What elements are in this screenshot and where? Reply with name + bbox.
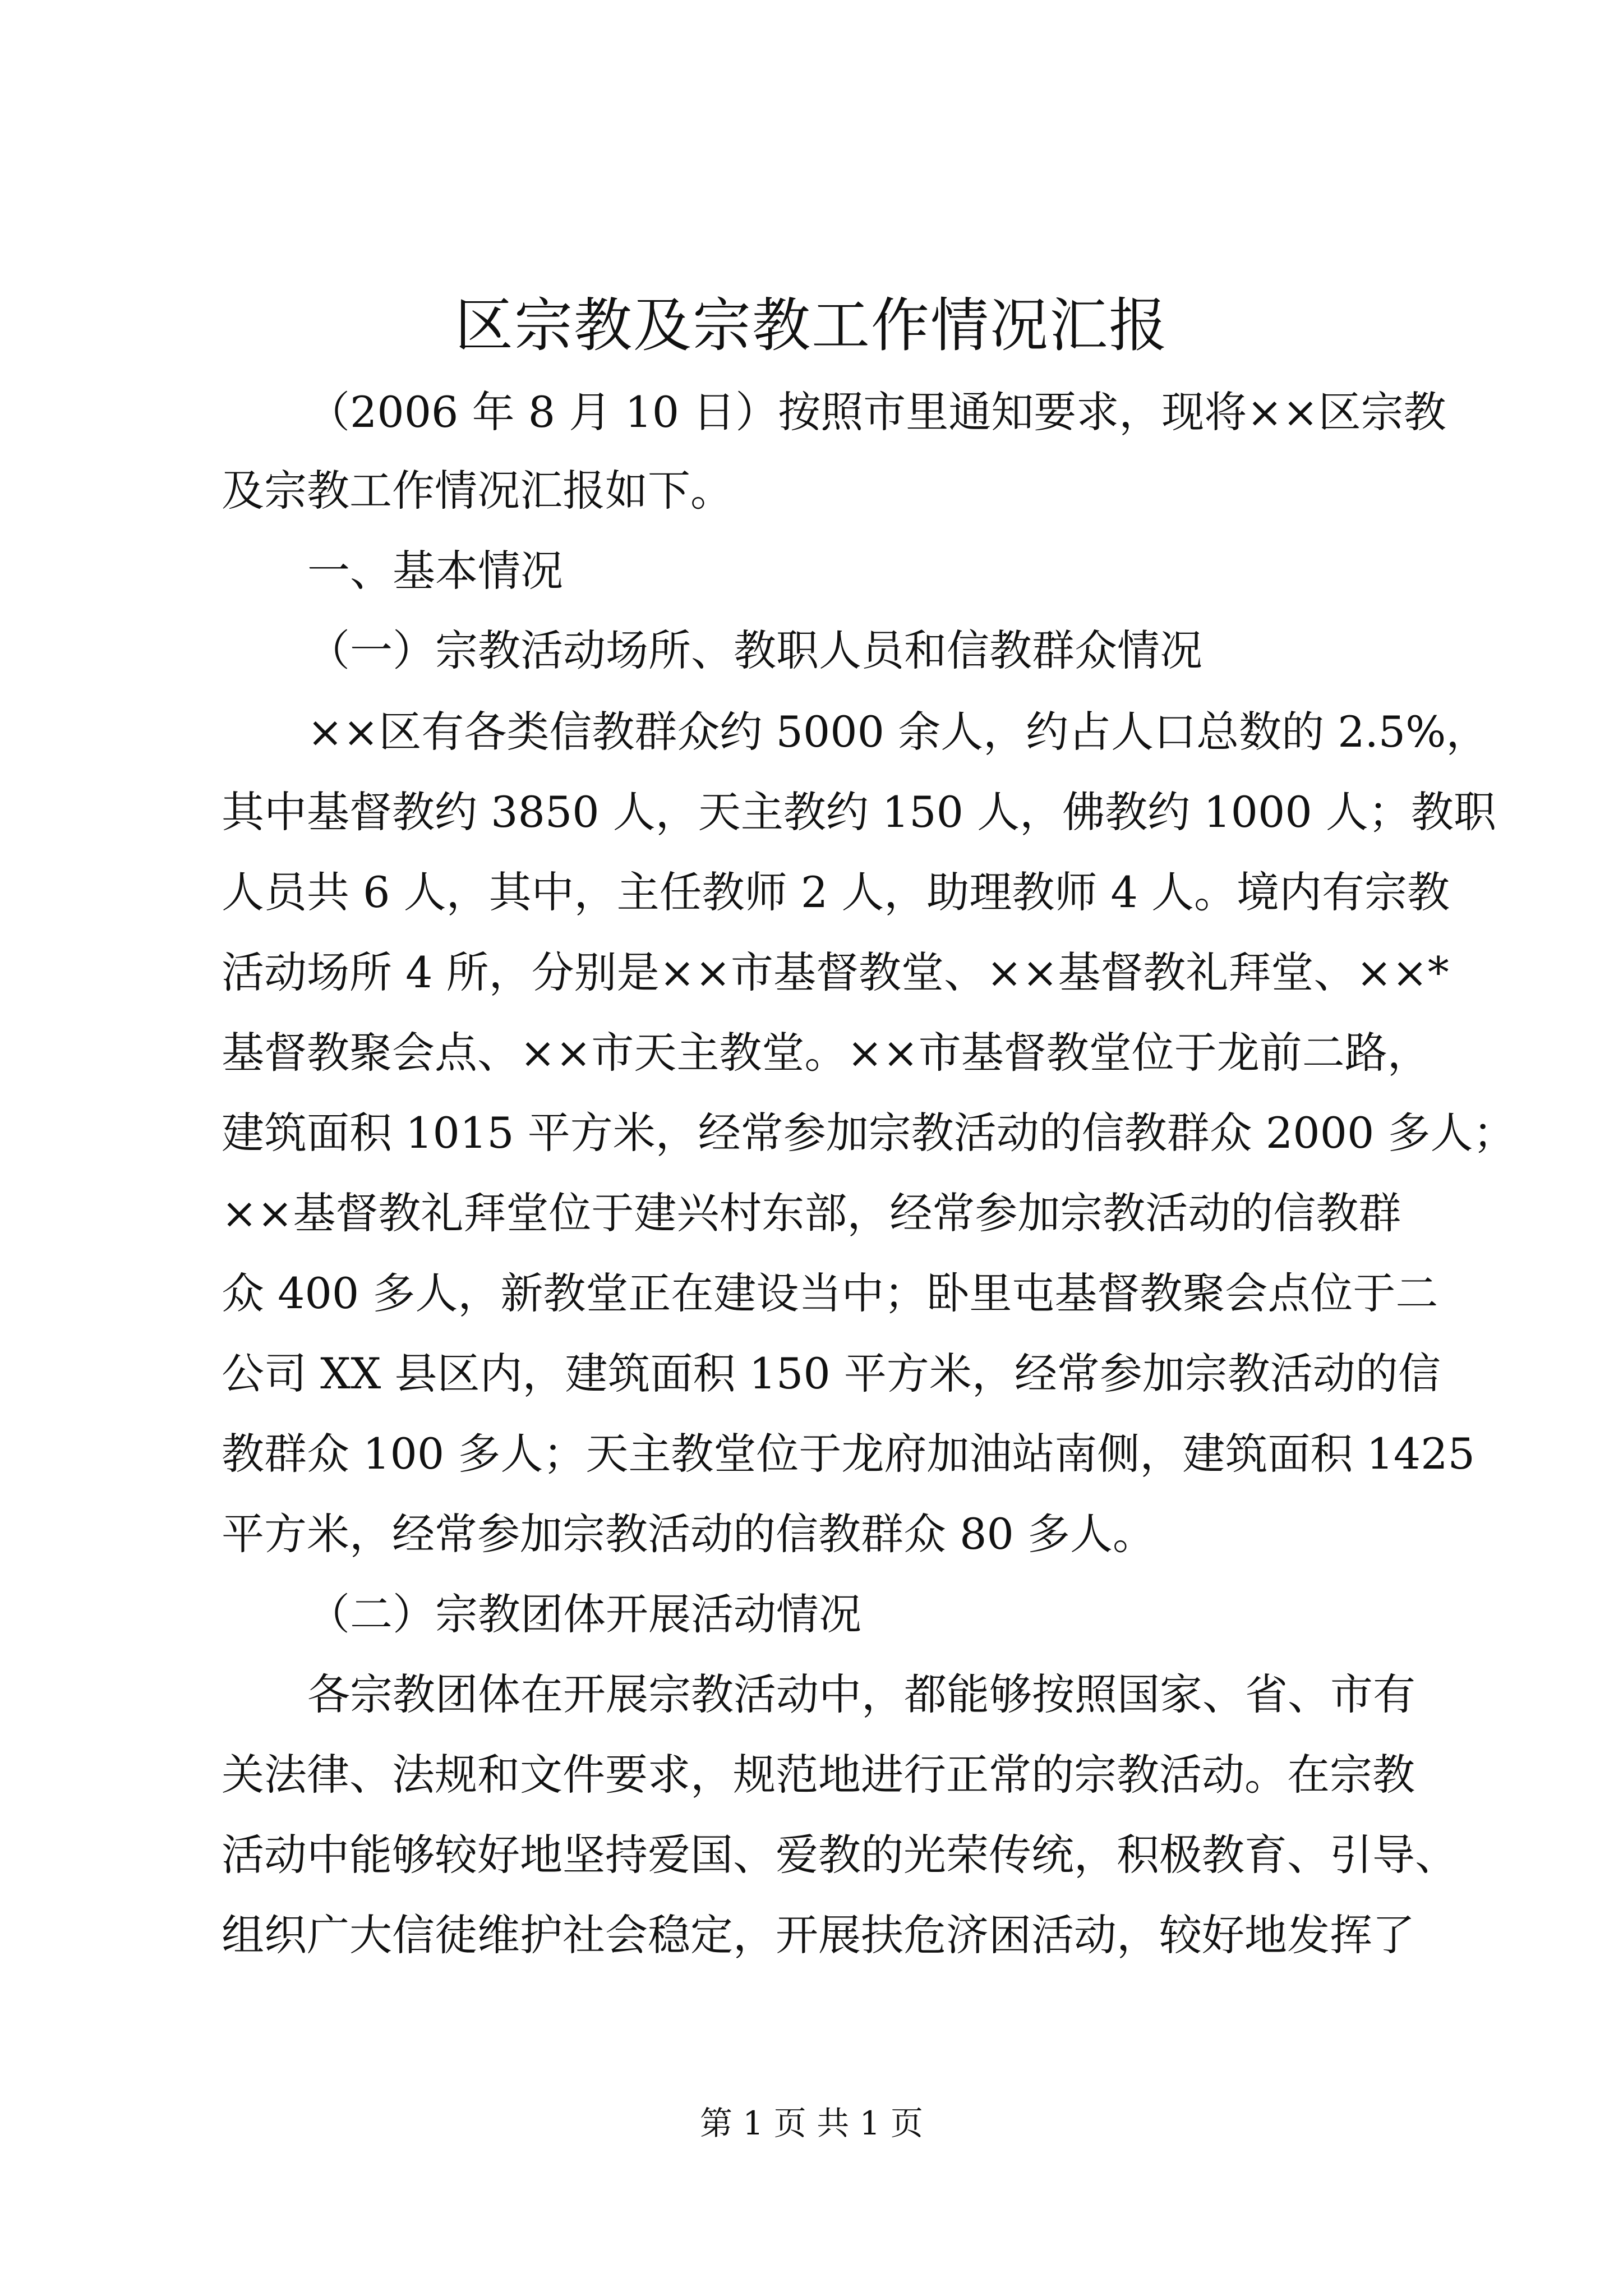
paragraph-line-13: 公司 XX 县区内，建筑面积 150 平方米，经常参加宗教活动的信 bbox=[222, 1349, 1441, 1398]
subsection-heading-1: （一）宗教活动场所、教职人员和信教群众情况 bbox=[307, 625, 1202, 675]
paragraph-line-10: 建筑面积 1015 平方米，经常参加宗教活动的信教群众 2000 多人； bbox=[222, 1108, 1516, 1158]
paragraph-line-14: 教群众 100 多人；天主教堂位于龙府加油站南侧，建筑面积 1425 bbox=[222, 1429, 1475, 1479]
paragraph-line-6: 其中基督教约 3850 人，天主教约 150 人，佛教约 1000 人；教职 bbox=[222, 787, 1496, 837]
paragraph-line-18: 关法律、法规和文件要求，规范地进行正常的宗教活动。在宗教 bbox=[222, 1750, 1415, 1800]
paragraph-line-11: ××基督教礼拜堂位于建兴村东部，经常参加宗教活动的信教群 bbox=[222, 1188, 1401, 1238]
paragraph-line-20: 组织广大信徒维护社会稳定，开展扶危济困活动，较好地发挥了 bbox=[222, 1910, 1415, 1960]
paragraph-line-15: 平方米，经常参加宗教活动的信教群众 80 多人。 bbox=[222, 1509, 1156, 1559]
paragraph-line-9: 基督教聚会点、××市天主教堂。××市基督教堂位于龙前二路， bbox=[222, 1028, 1430, 1078]
subsection-heading-2: （二）宗教团体开展活动情况 bbox=[307, 1589, 861, 1639]
paragraph-line-8: 活动场所 4 所，分别是××市基督教堂、××基督教礼拜堂、××* bbox=[222, 947, 1449, 997]
paragraph-line-7: 人员共 6 人，其中，主任教师 2 人，助理教师 4 人。境内有宗教 bbox=[222, 867, 1450, 917]
page-footer: 第 1 页 共 1 页 bbox=[700, 2104, 923, 2142]
paragraph-line-12: 众 400 多人，新教堂正在建设当中；卧里屯基督教聚会点位于二 bbox=[222, 1268, 1438, 1318]
paragraph-line-17: 各宗教团体在开展宗教活动中，都能够按照国家、省、市有 bbox=[307, 1669, 1415, 1719]
paragraph-line-2: 及宗教工作情况汇报如下。 bbox=[222, 466, 733, 516]
paragraph-line-1: （2006 年 8 月 10 日）按照市里通知要求，现将××区宗教 bbox=[307, 387, 1446, 437]
document-title: 区宗教及宗教工作情况汇报 bbox=[454, 291, 1168, 360]
paragraph-line-19: 活动中能够较好地坚持爱国、爱教的光荣传统，积极教育、引导、 bbox=[222, 1830, 1458, 1880]
section-heading-basic: 一、基本情况 bbox=[307, 546, 563, 596]
paragraph-line-5: ××区有各类信教群众约 5000 余人，约占人口总数的 2.5%， bbox=[307, 707, 1489, 757]
